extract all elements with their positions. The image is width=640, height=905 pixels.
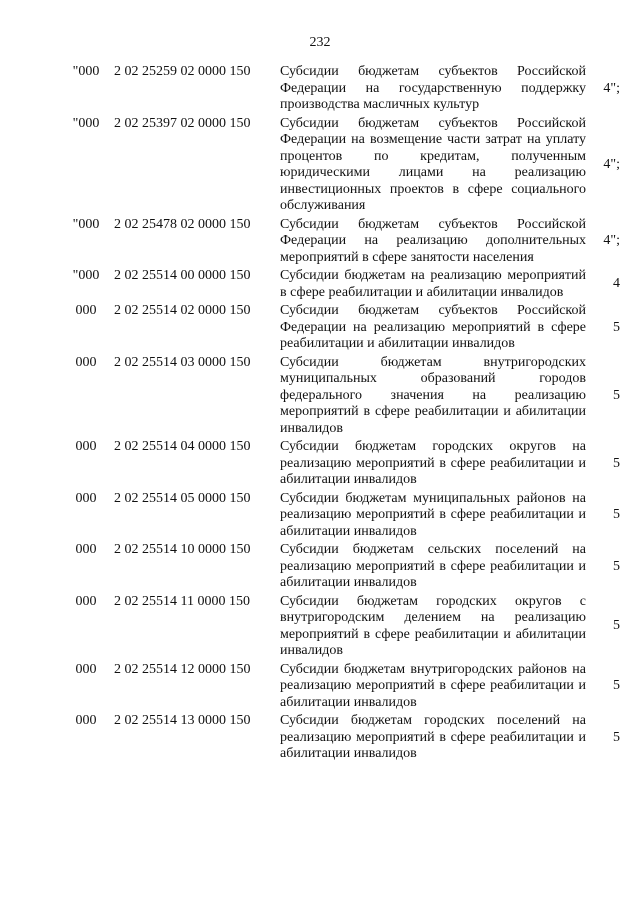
admin-code: "000 [72,216,100,232]
budget-classification-code: 2 02 25514 13 0000 150 [114,713,251,728]
budget-classification-code: 2 02 25514 12 0000 150 [114,661,251,677]
table-row [66,490,620,541]
table-row [66,593,620,660]
row-note: 5 [613,729,620,745]
table-row [66,354,620,438]
admin-code: 000 [75,593,97,609]
admin-code: 000 [75,354,97,370]
row-note: 5 [613,319,620,335]
income-type-name: Субсидии бюджетам городских округов с внутригородским делением на реализацию мероприятий в сфере реабилитации и абилитации инвалидов [280,593,586,658]
table-row [66,64,620,114]
admin-code: 000 [75,542,97,557]
table-row [66,303,620,353]
row-note: 5 [613,678,620,693]
row-note: 5 [613,618,620,634]
income-type-name: Субсидии бюджетам субъектов Российской Федерации на реализацию дополнительных мероприятий в сфере занятости населения [280,216,586,265]
table-row [66,439,620,489]
row-note: 4"; [603,80,620,96]
admin-code: "000 [72,64,100,79]
budget-classification-code: 2 02 25514 00 0000 150 [114,268,251,283]
income-type-name: Субсидии бюджетам внутригородских муниципальных образований городов федерального значения на реализацию мероприятий в сфере реабилитации и абилитации инвалидов [280,354,586,436]
row-note: 4 [613,276,620,292]
row-note: 5 [613,387,620,403]
row-note: 5 [613,507,620,522]
budget-classification-code: 2 02 25514 05 0000 150 [114,490,251,506]
admin-code: "000 [72,115,100,131]
income-type-name: Субсидии бюджетам субъектов Российской Федерации на государственную поддержку производства масличных культур [280,64,586,112]
page-number: 232 [309,35,331,50]
budget-classification-code: 2 02 25259 02 0000 150 [114,64,251,79]
income-type-name: Субсидии бюджетам городских поселений на реализацию мероприятий в сфере реабилитации и абилитации инвалидов [280,713,586,761]
income-type-name: Субсидии бюджетам муниципальных районов на реализацию мероприятий в сфере реабилитации и абилитации инвалидов [280,490,586,539]
budget-classification-code: 2 02 25514 10 0000 150 [114,542,251,557]
budget-classification-code: 2 02 25478 02 0000 150 [114,216,251,232]
row-note: 4"; [603,156,620,172]
income-type-name: Субсидии бюджетам городских округов на реализацию мероприятий в сфере реабилитации и абилитации инвалидов [280,439,586,487]
income-type-name: Субсидии бюджетам на реализацию мероприятий в сфере реабилитации и абилитации инвалидов [280,268,586,300]
admin-code: 000 [75,661,97,677]
income-type-name: Субсидии бюджетам сельских поселений на реализацию мероприятий в сфере реабилитации и абилитации инвалидов [280,542,586,590]
table-row [66,115,620,215]
budget-classification-code: 2 02 25514 11 0000 150 [114,593,250,609]
row-note: 4"; [603,233,620,248]
income-type-name: Субсидии бюджетам внутригородских районов на реализацию мероприятий в сфере реабилитации и абилитации инвалидов [280,661,586,710]
row-note: 5 [613,455,620,471]
table-row [66,542,620,592]
table-row [66,661,620,712]
admin-code: 000 [75,713,97,728]
budget-classification-code: 2 02 25397 02 0000 150 [114,115,251,131]
classification-table [66,64,620,765]
income-type-name: Субсидии бюджетам субъектов Российской Федерации на возмещение части затрат на уплату процентов по кредитам, полученным юридическими лицами на реализацию инвестиционных проектов в сфере социального обслуживания [280,115,586,213]
budget-classification-code: 2 02 25514 02 0000 150 [114,303,251,318]
income-type-name: Субсидии бюджетам субъектов Российской Федерации на реализацию мероприятий в сфере реабилитации и абилитации инвалидов [280,303,586,351]
table-row [66,268,620,301]
admin-code: 000 [75,303,97,318]
table-row [66,216,620,267]
row-note: 5 [613,558,620,574]
admin-code: 000 [75,439,97,454]
table-row [66,713,620,763]
budget-classification-code: 2 02 25514 04 0000 150 [114,439,251,454]
admin-code: 000 [75,490,97,506]
admin-code: "000 [72,268,100,283]
budget-classification-code: 2 02 25514 03 0000 150 [114,354,251,370]
